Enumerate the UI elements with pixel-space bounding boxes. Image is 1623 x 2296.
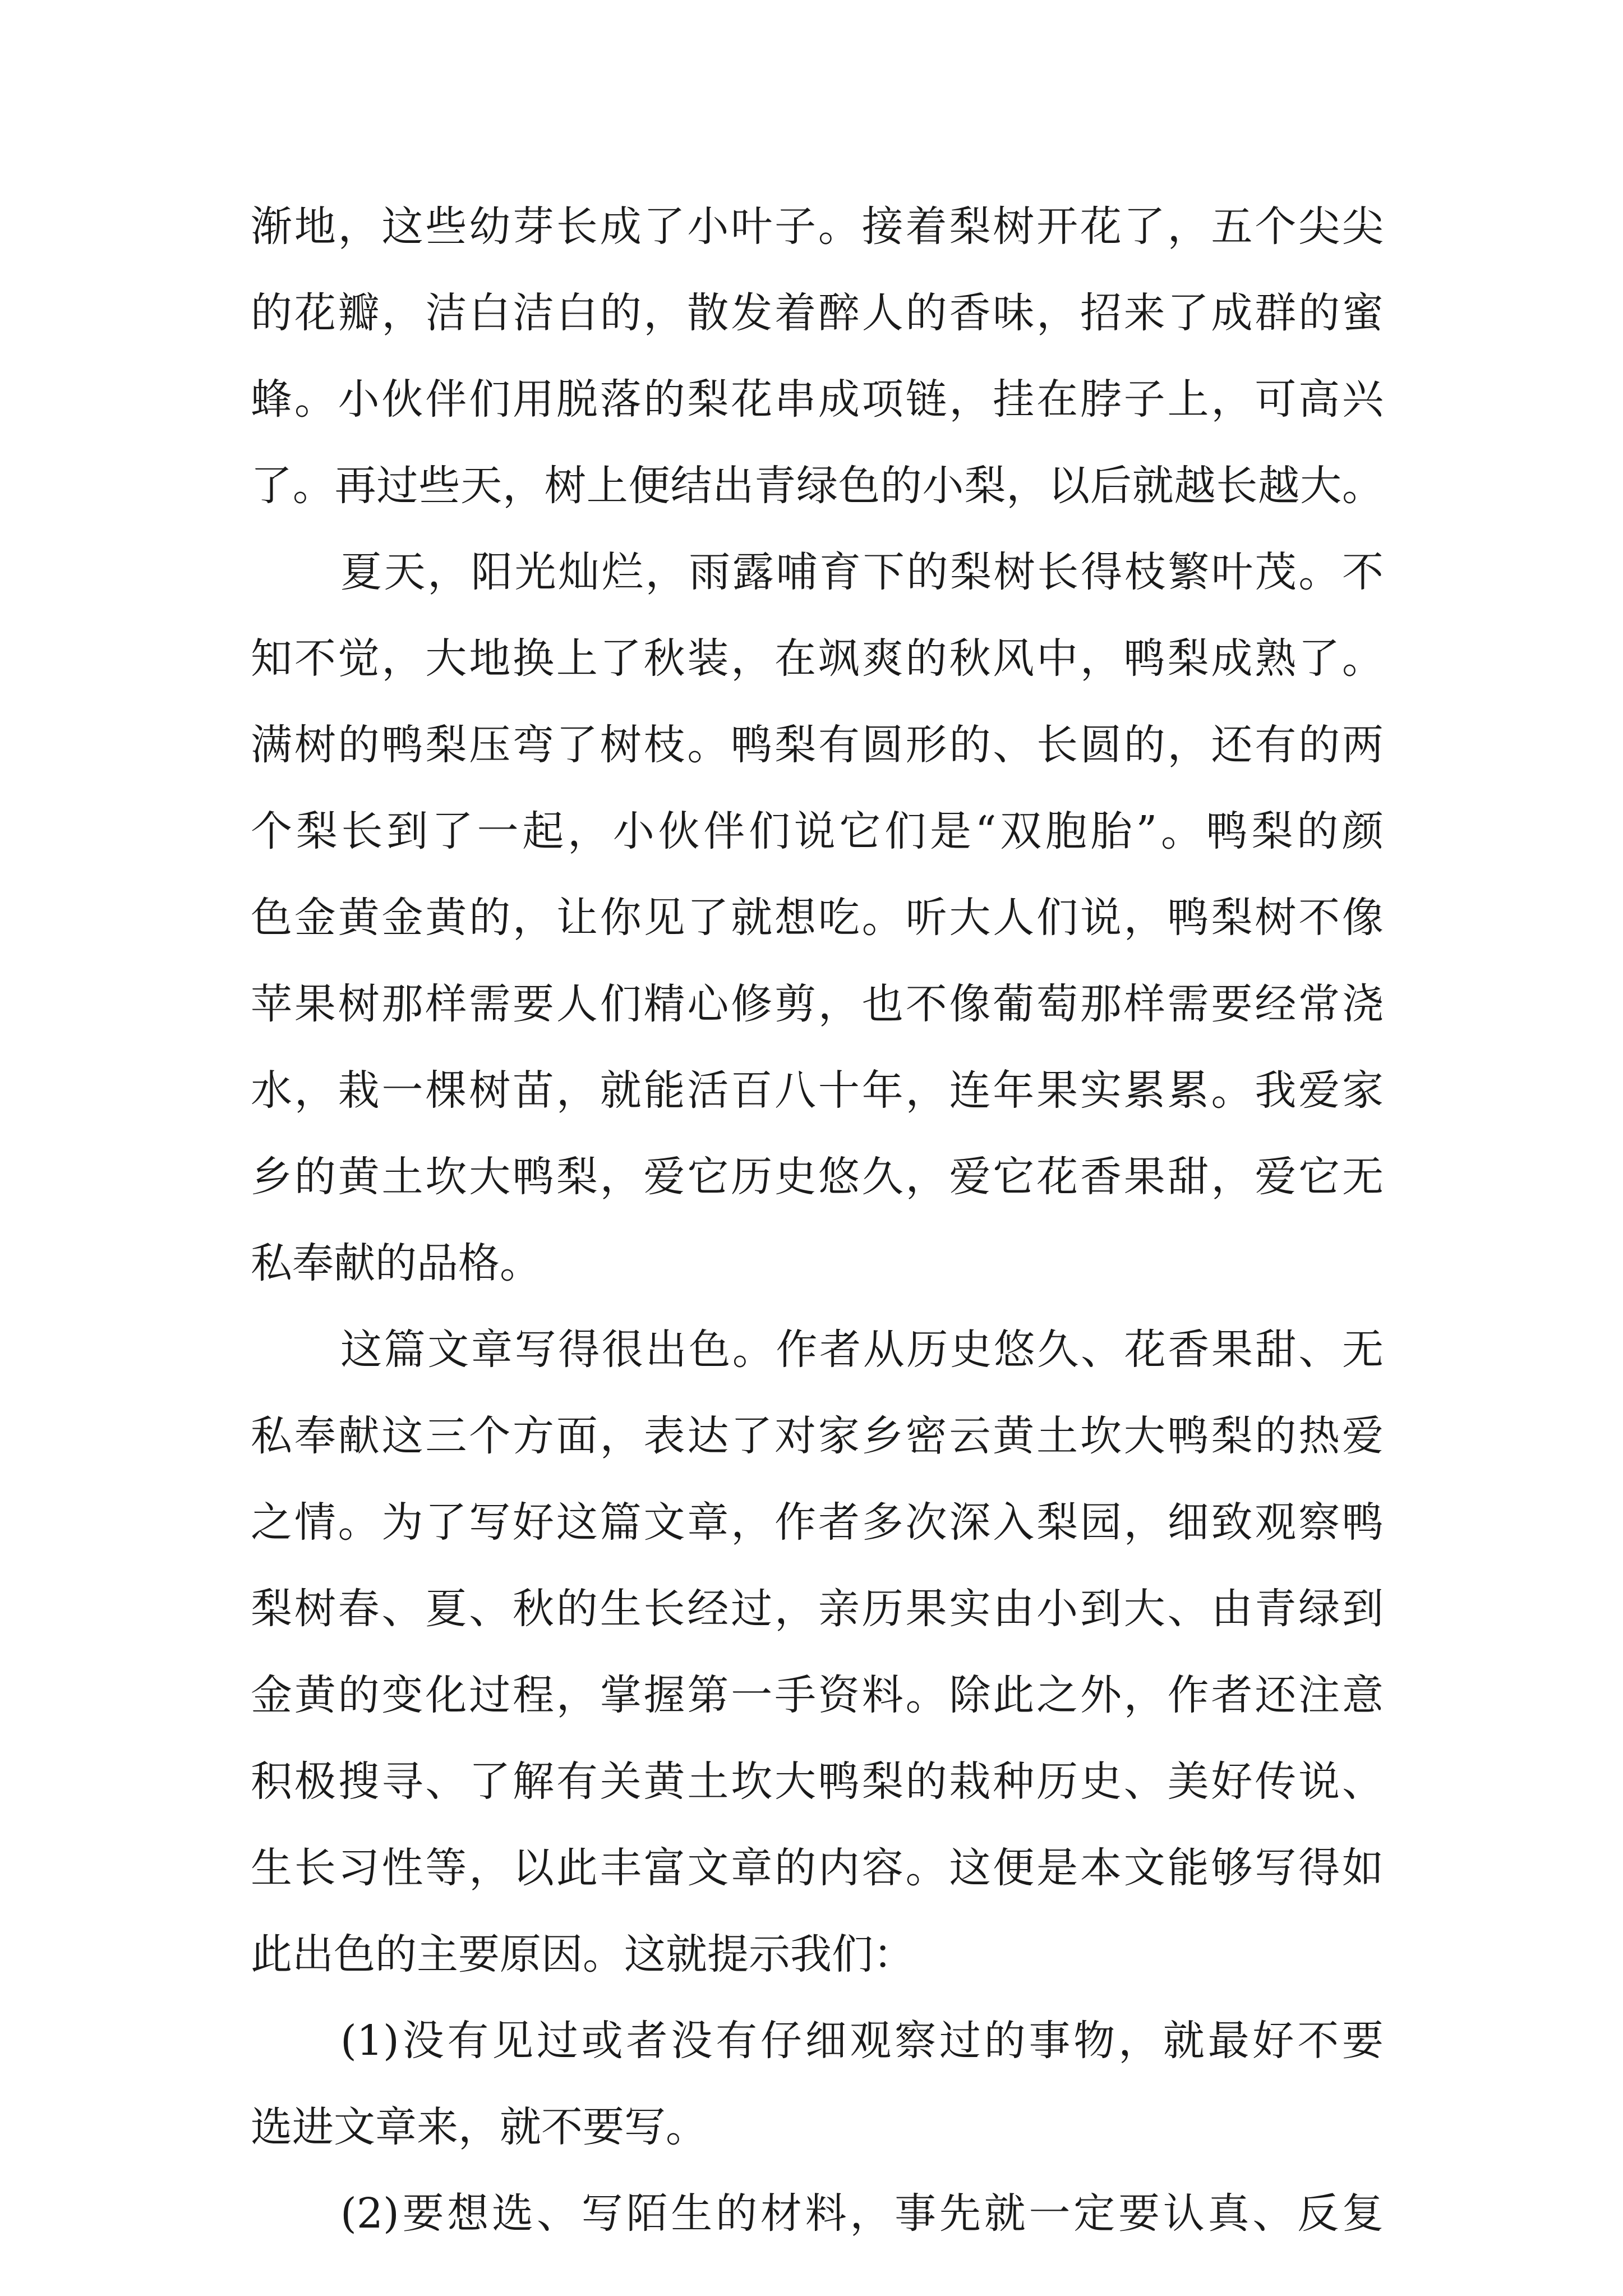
paragraph-first-line: 这篇文章写得很出色。作者从历史悠久、花香果甜、无	[340, 1326, 1384, 1374]
text-line: 苹果树那样需要人们精心修剪，也不像葡萄那样需要经常浇	[251, 980, 1384, 1028]
text-line: 个梨长到了一起，小伙伴们说它们是“双胞胎”。鸭梨的颜	[251, 807, 1384, 855]
text-line: 梨树春、夏、秋的生长经过，亲历果实由小到大、由青绿到	[251, 1585, 1384, 1633]
list-item-2-line: (2)要想选、写陌生的材料，事先就一定要认真、反复	[340, 2189, 1384, 2238]
text-line: 色金黄金黄的，让你见了就想吃。听大人们说，鸭梨树不像	[251, 894, 1384, 942]
list-item-1-last-line: 选进文章来，就不要写。	[251, 2103, 707, 2151]
text-line: 金黄的变化过程，掌握第一手资料。除此之外，作者还注意	[251, 1671, 1384, 1719]
text-line: 蜂。小伙伴们用脱落的梨花串成项链，挂在脖子上，可高兴	[251, 375, 1384, 424]
text-line: 水，栽一棵树苗，就能活百八十年，连年果实累累。我爱家	[251, 1066, 1384, 1115]
text-line: 知不觉，大地换上了秋装，在飒爽的秋风中，鸭梨成熟了。	[251, 634, 1384, 683]
text-line: 乡的黄土坎大鸭梨，爱它历史悠久，爱它花香果甜，爱它无	[251, 1153, 1384, 1201]
text-line: 渐地，这些幼芽长成了小叶子。接着梨树开花了，五个尖尖	[251, 203, 1384, 251]
text-line: 了。再过些天，树上便结出青绿色的小梨，以后就越长越大。	[251, 462, 1384, 510]
list-item-1-line: (1)没有见过或者没有仔细观察过的事物，就最好不要	[340, 2017, 1384, 2065]
text-line: 生长习性等，以此丰富文章的内容。这便是本文能够写得如	[251, 1844, 1384, 1892]
text-line: 之情。为了写好这篇文章，作者多次深入梨园，细致观察鸭	[251, 1498, 1384, 1547]
paragraph-first-line: 夏天，阳光灿烂，雨露哺育下的梨树长得枝繁叶茂。不	[340, 548, 1384, 596]
paragraph-last-line: 此出色的主要原因。这就提示我们：	[251, 1930, 915, 1978]
paragraph-last-line: 私奉献的品格。	[251, 1239, 541, 1287]
text-line: 积极搜寻、了解有关黄土坎大鸭梨的栽种历史、美好传说、	[251, 1757, 1384, 1806]
text-line: 私奉献这三个方面，表达了对家乡密云黄土坎大鸭梨的热爱	[251, 1412, 1384, 1460]
text-line: 满树的鸭梨压弯了树枝。鸭梨有圆形的、长圆的，还有的两	[251, 721, 1384, 769]
text-line: 的花瓣，洁白洁白的，散发着醉人的香味，招来了成群的蜜	[251, 289, 1384, 337]
